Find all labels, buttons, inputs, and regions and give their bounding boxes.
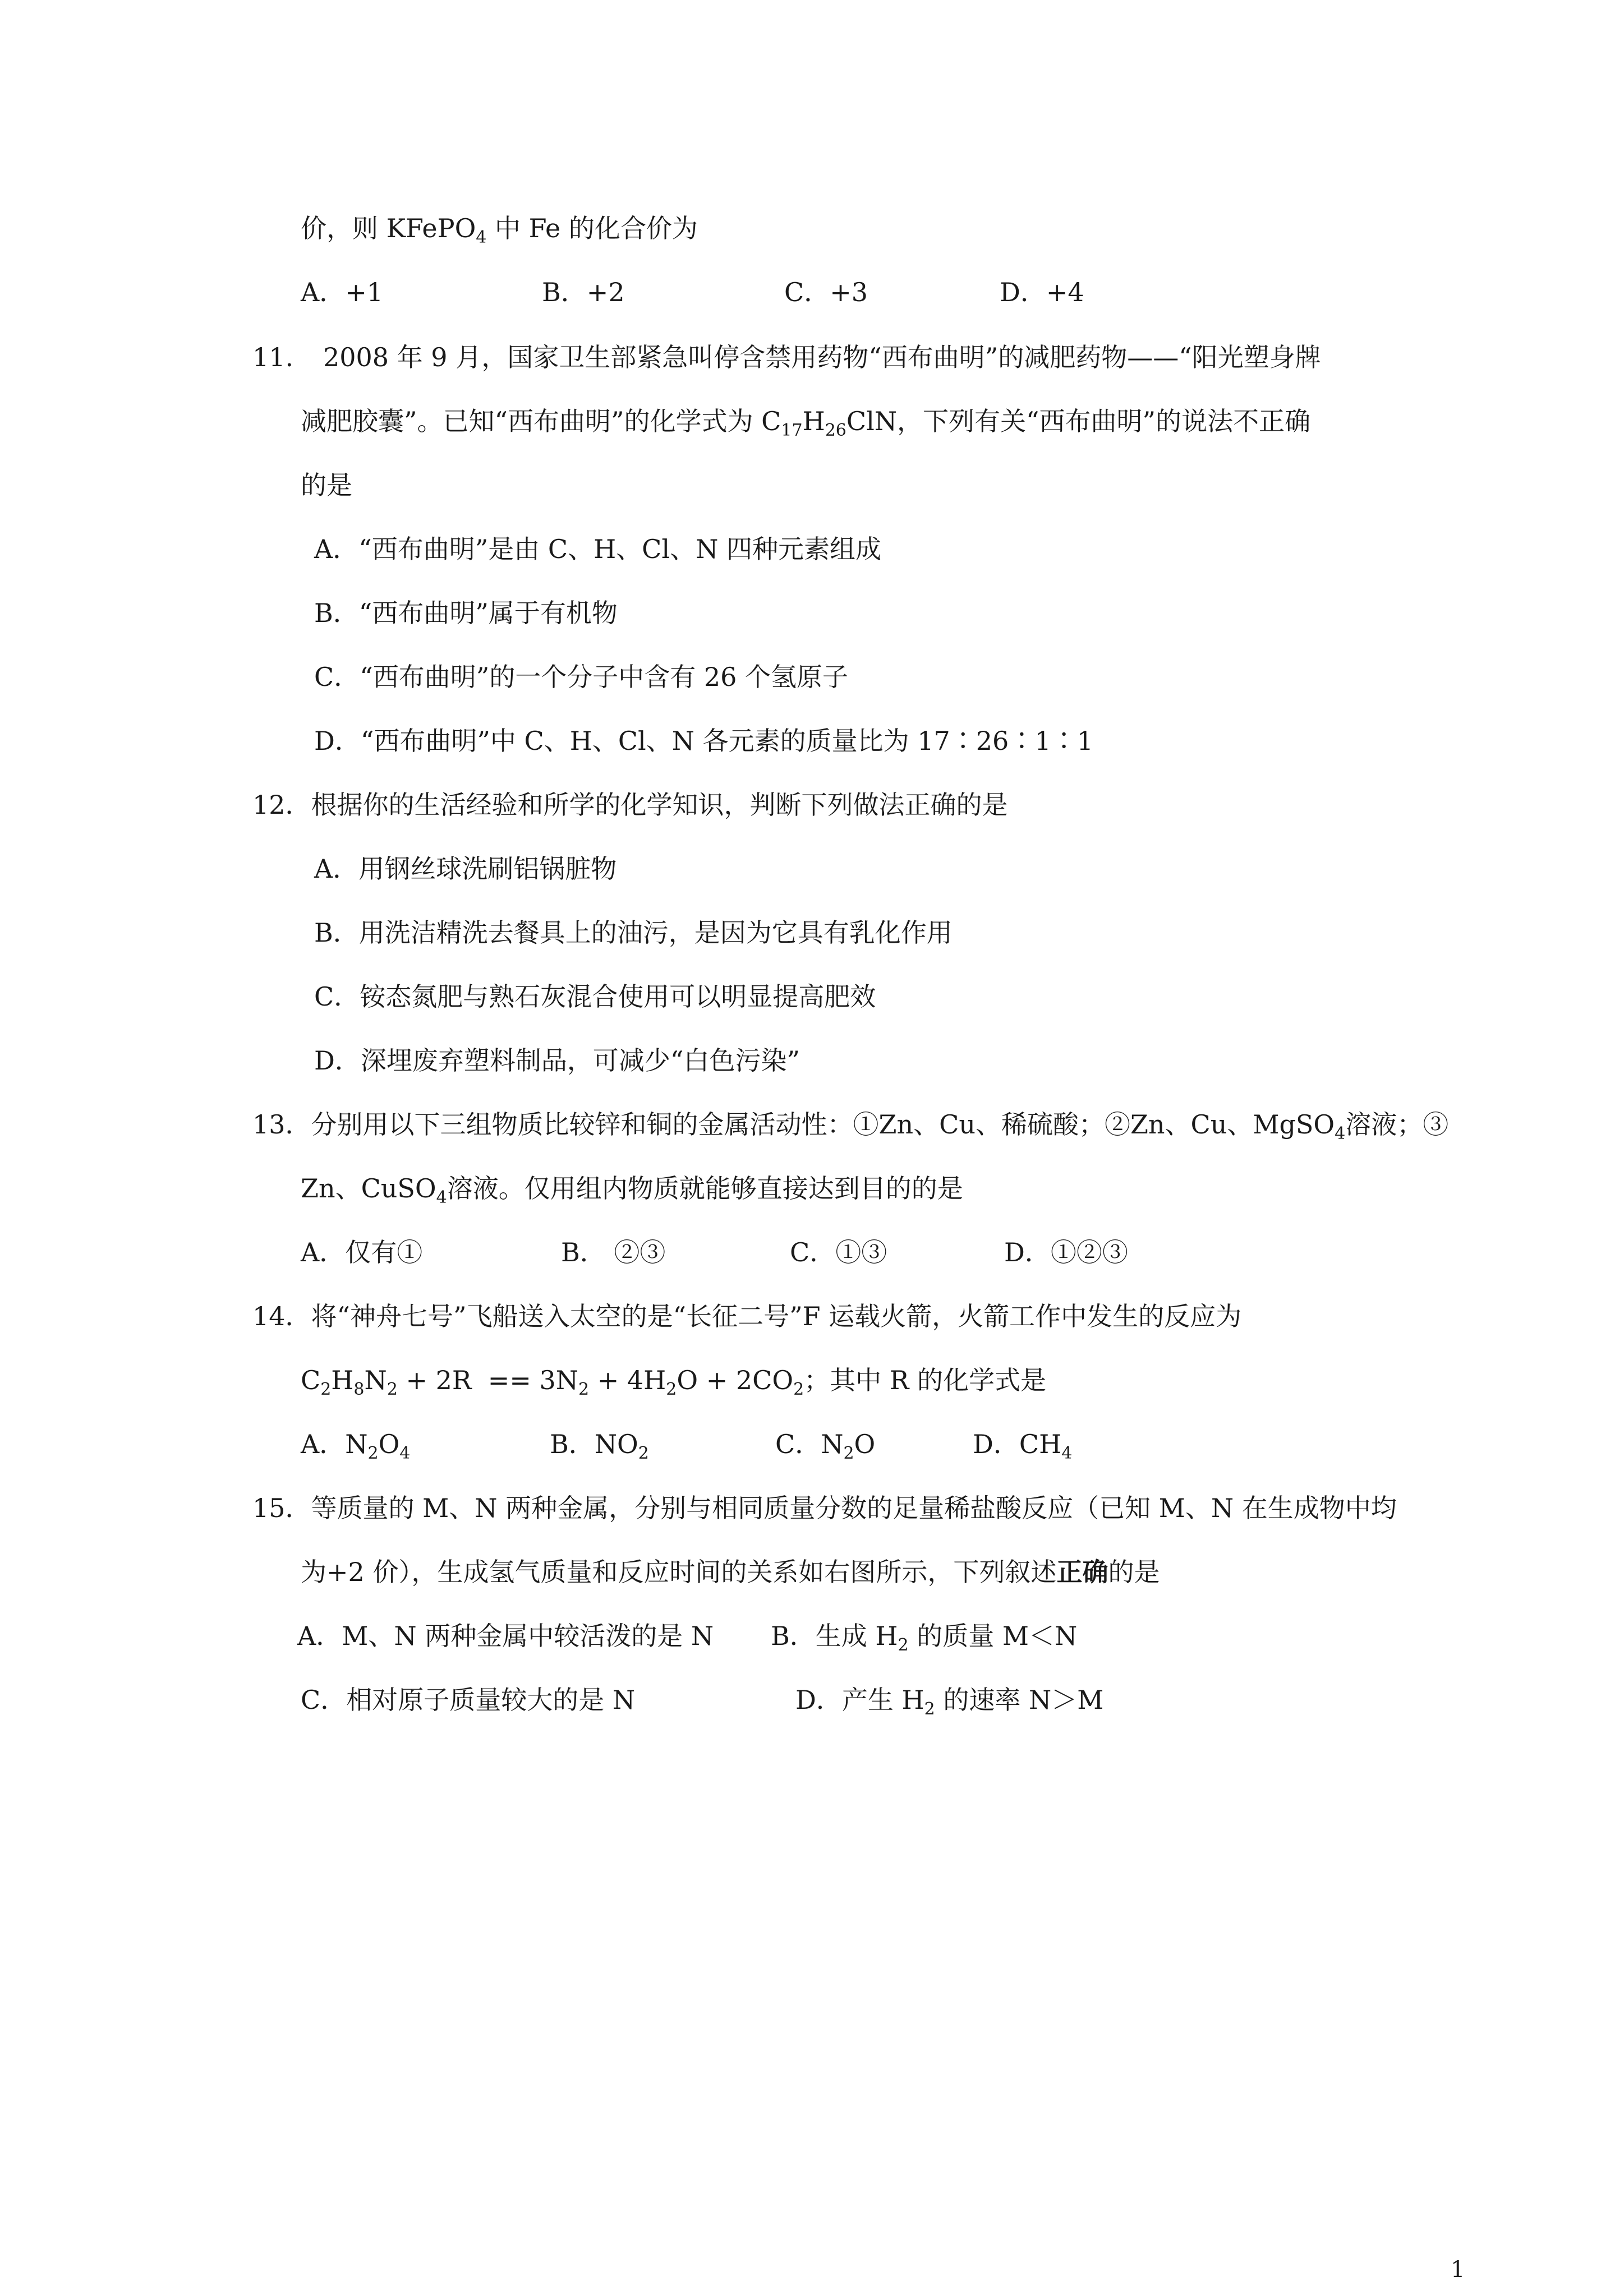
q14-option-c [775, 1428, 876, 1463]
q15-option-b [771, 1620, 1078, 1655]
opt-text: 的质量 M＜N [908, 1621, 1078, 1651]
q13-option-c: C．①③ [790, 1237, 887, 1267]
opt-text: D．产生 H [795, 1685, 924, 1715]
eq-subscript: 2 [387, 1380, 398, 1399]
q14-stem: 14．将“神舟七号”飞船送入太空的是“长征二号”F 运载火箭，火箭工作中发生的反应为 [252, 1301, 1242, 1331]
q13-stem-text: Zn、CuSO [301, 1173, 436, 1204]
q11-option-a: A．“西布曲明”是由 C、H、Cl、N 四种元素组成 [314, 534, 881, 564]
q10-option-a: A．+1 [301, 277, 384, 307]
q10-subscript: 4 [476, 228, 487, 247]
opt-subscript: 2 [843, 1444, 854, 1463]
opt-subscript: 2 [898, 1635, 909, 1655]
q14-option-b [550, 1428, 649, 1463]
q11-option-c: C．“西布曲明”的一个分子中含有 26 个氢原子 [314, 662, 849, 692]
q13-stem-text: 溶液；③ [1345, 1109, 1449, 1140]
eq-part: N [364, 1365, 387, 1395]
q10-stem-text: 价，则 KFePO [301, 213, 476, 243]
opt-text: A．N [301, 1429, 368, 1459]
q14-option-d [973, 1428, 1073, 1463]
q12-option-d: D．深埋废弃塑料制品，可减少“白色污染” [314, 1045, 800, 1076]
eq-part: ；其中 R 的化学式是 [804, 1365, 1047, 1395]
q11-option-d: D．“西布曲明”中 C、H、Cl、N 各元素的质量比为 17∶26∶1∶1 [314, 726, 1093, 756]
q10-option-c: C．+3 [784, 277, 868, 307]
q13-option-b: B． ②③ [561, 1237, 666, 1267]
q11-subscript-h: 26 [825, 421, 846, 440]
opt-subscript: 2 [924, 1699, 935, 1719]
q13-option-a: A．仅有① [301, 1237, 423, 1267]
q13-stem-line1 [252, 1108, 1449, 1144]
eq-part: H [331, 1365, 354, 1395]
q11-stem-text: H [802, 406, 825, 436]
eq-part: O + 2CO [677, 1365, 794, 1395]
page-number: 1 [1451, 2257, 1465, 2283]
q15-stem-text: 为+2 价），生成氢气质量和反应时间的关系如右图所示，下列叙述 [301, 1557, 1057, 1587]
eq-subscript: 2 [666, 1380, 677, 1399]
q13-stem-line2 [301, 1172, 963, 1205]
q15-stem-line1: 15．等质量的 M、N 两种金属，分别与相同质量分数的足量稀盐酸反应（已知 M、N 在生成物中均 [252, 1493, 1397, 1523]
q15-option-c: C．相对原子质量较大的是 N [301, 1685, 636, 1715]
opt-text: O [378, 1429, 400, 1459]
eq-part: + 2R == 3N [397, 1365, 579, 1395]
q10-stem-text-end: 中 Fe 的化合价为 [486, 213, 698, 243]
eq-part: C [301, 1365, 321, 1395]
q11-subscript-c: 17 [781, 421, 803, 440]
q10-stem-continued [301, 212, 698, 245]
q13-subscript: 4 [436, 1188, 447, 1207]
q11-stem-line2 [301, 405, 1311, 440]
eq-subscript: 2 [578, 1380, 590, 1399]
opt-text: B．NO [550, 1429, 638, 1459]
q14-equation [301, 1364, 1047, 1399]
opt-text: O [854, 1429, 876, 1459]
q15-option-d [795, 1684, 1104, 1719]
q14-option-a [301, 1428, 411, 1463]
q12-option-b: B．用洗洁精洗去餐具上的油污，是因为它具有乳化作用 [314, 918, 953, 948]
q11-stem-line3: 的是 [301, 470, 352, 500]
q13-stem-text: 溶液。仅用组内物质就能够直接达到目的的是 [447, 1173, 963, 1204]
q13-stem-text: 13．分别用以下三组物质比较锌和铜的金属活动性：①Zn、Cu、稀硫酸；②Zn、Cu、MgSO [252, 1109, 1335, 1140]
q11-stem-text: ClN，下列有关“西布曲明”的说法不正确 [846, 406, 1311, 436]
opt-subscript: 2 [367, 1444, 379, 1463]
eq-part: + 4H [589, 1365, 666, 1395]
q15-stem-line2 [301, 1556, 1160, 1588]
q15-option-a: A．M、N 两种金属中较活泼的是 N [297, 1621, 714, 1651]
opt-subscript: 4 [1061, 1444, 1073, 1463]
q11-number: 11. [252, 342, 294, 372]
q12-stem: 12．根据你的生活经验和所学的化学知识，判断下列做法正确的是 [252, 790, 1008, 820]
q11-stem-line1: 2008 年 9 月，国家卫生部紧急叫停含禁用药物“西布曲明”的减肥药物——“阳光塑身牌 [323, 342, 1321, 372]
q10-option-d: D．+4 [1000, 277, 1084, 307]
opt-text: B．生成 H [771, 1621, 898, 1651]
q11-option-b: B．“西布曲明”属于有机物 [314, 598, 618, 628]
opt-text: C．N [775, 1429, 844, 1459]
q12-option-a: A．用钢丝球洗刷铝锅脏物 [314, 854, 617, 884]
opt-subscript: 2 [638, 1444, 649, 1463]
eq-subscript: 2 [320, 1380, 332, 1399]
eq-subscript: 2 [793, 1380, 804, 1399]
eq-subscript: 8 [353, 1380, 365, 1399]
opt-text: 的速率 N＞M [935, 1685, 1104, 1715]
opt-text: D．CH [973, 1429, 1062, 1459]
q12-option-c: C．铵态氮肥与熟石灰混合使用可以明显提高肥效 [314, 981, 876, 1012]
q11-stem-text: 减肥胶囊”。已知“西布曲明”的化学式为 C [301, 406, 781, 436]
q13-option-d: D．①②③ [1004, 1237, 1128, 1267]
q15-emphasis: 正确 [1056, 1557, 1108, 1587]
q15-stem-text: 的是 [1108, 1557, 1160, 1587]
opt-subscript: 4 [399, 1444, 411, 1463]
q13-subscript: 4 [1335, 1124, 1346, 1144]
q10-option-b: B．+2 [542, 277, 625, 307]
